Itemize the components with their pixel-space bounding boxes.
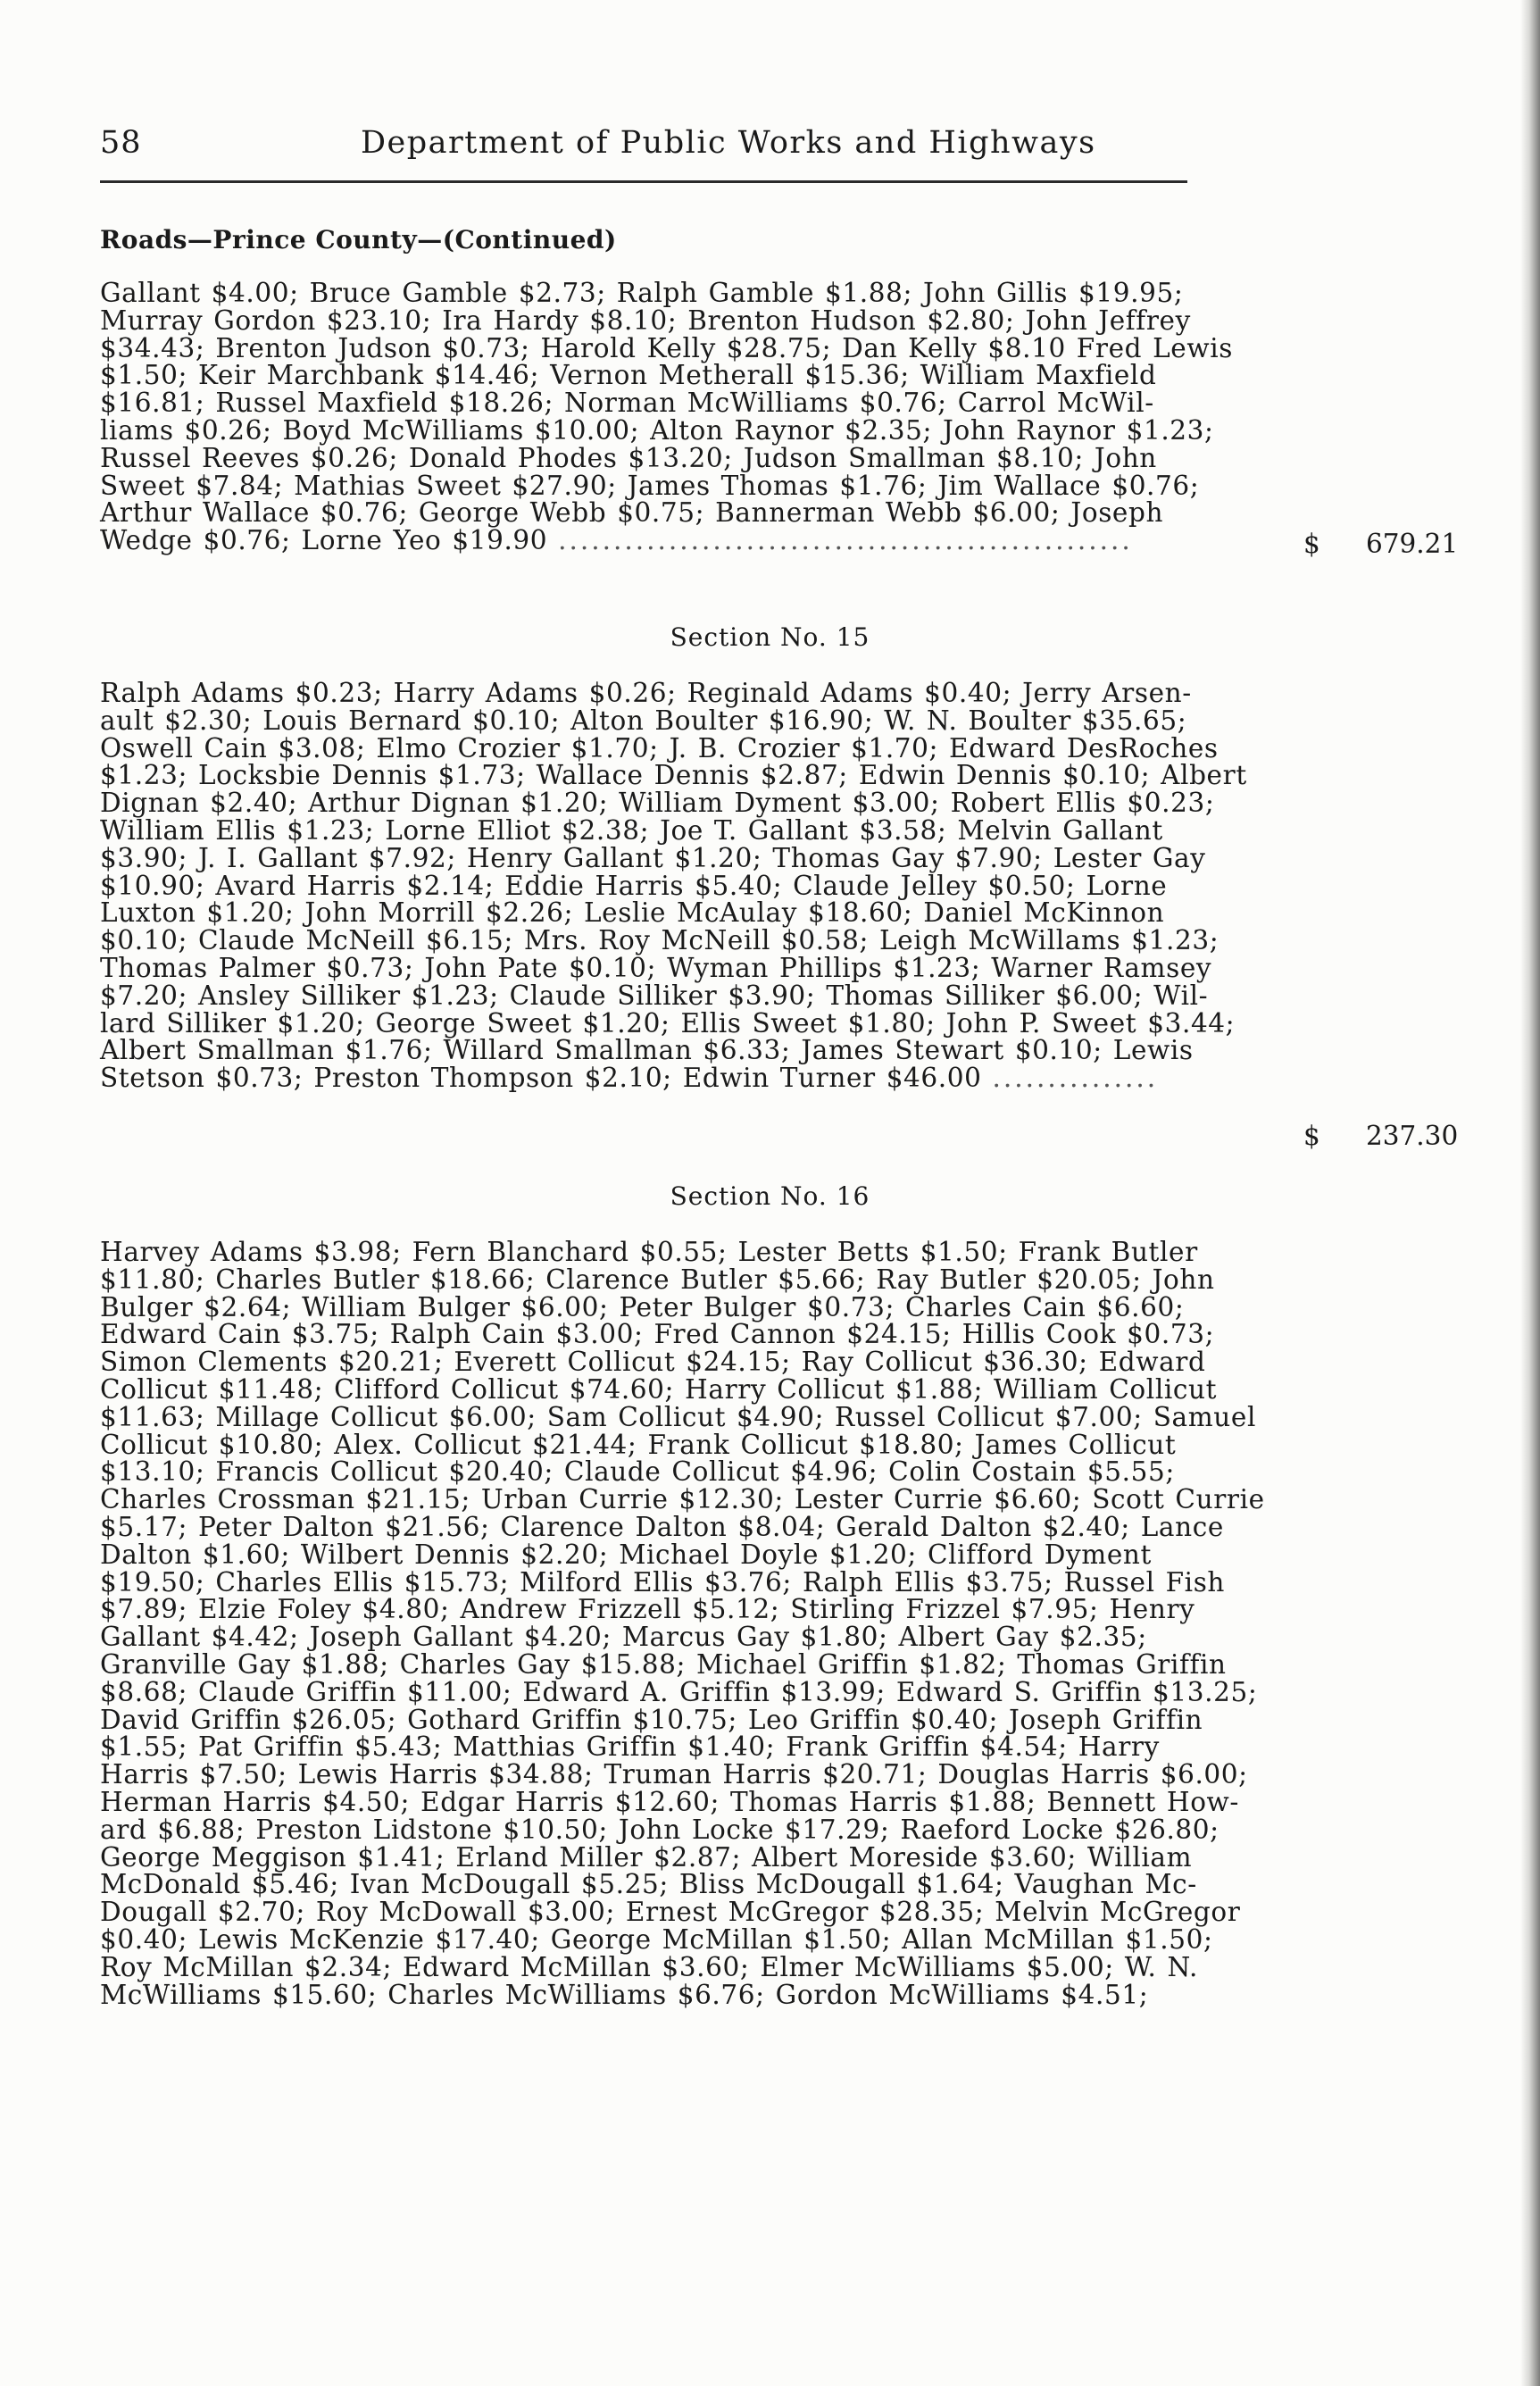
total-currency: $: [1303, 529, 1320, 559]
text-line: $7.89; Elzie Foley $4.80; Andrew Frizzell $5.12; Stirling Frizzel $7.95; Henry: [100, 1594, 1195, 1625]
text-line: Sweet $7.84; Mathias Sweet $27.90; James Thomas $1.76; Jim Wallace $0.76;: [100, 470, 1200, 501]
dot-leaders: ...............: [992, 1063, 1159, 1094]
text-line: $8.68; Claude Griffin $11.00; Edward A. Griffin $13.99; Edward S. Griffin $13.25;: [100, 1676, 1258, 1707]
text-line: $11.80; Charles Butler $18.66; Clarence Butler $5.66; Ray Butler $20.05; John: [100, 1264, 1215, 1295]
text-line: William Ellis $1.23; Lorne Elliot $2.38; Joe T. Gallant $3.58; Melvin Gallant: [100, 814, 1163, 846]
text-line: Thomas Palmer $0.73; John Pate $0.10; Wyman Phillips $1.23; Warner Ramsey: [100, 952, 1212, 983]
text-line: $34.43; Brenton Judson $0.73; Harold Kelly $28.75; Dan Kelly $8.10 Fred Lewis: [100, 332, 1233, 363]
text-line-last: [100, 1064, 1261, 1092]
text-line: $5.17; Peter Dalton $21.56; Clarence Dalton $8.04; Gerald Dalton $2.40; Lance: [100, 1511, 1224, 1542]
text-line: Arthur Wallace $0.76; George Webb $0.75; Bannerman Webb $6.00; Joseph: [100, 497, 1164, 529]
text-line: $1.23; Locksbie Dennis $1.73; Wallace Dennis $2.87; Edwin Dennis $0.10; Albert: [100, 760, 1247, 791]
section-15-title: [0, 622, 1540, 652]
page-number: 58: [100, 125, 142, 161]
total-amount: 237.30: [1366, 1121, 1459, 1151]
text-line: Herman Harris $4.50; Edgar Harris $12.60; Thomas Harris $1.88; Bennett How-: [100, 1786, 1239, 1817]
text-line: Gallant $4.42; Joseph Gallant $4.20; Marcus Gay $1.80; Albert Gay $2.35;: [100, 1622, 1147, 1653]
text-line: $1.50; Keir Marchbank $14.46; Vernon Metherall $15.36; William Maxfield: [100, 360, 1157, 391]
section-16-title: [0, 1181, 1540, 1211]
text-line: Edward Cain $3.75; Ralph Cain $3.00; Fred Cannon $24.15; Hillis Cook $0.73;: [100, 1319, 1215, 1350]
last-entries: Stetson $0.73; Preston Thompson $2.10; Edwin Turner $46.00: [100, 1063, 982, 1094]
text-line: Harvey Adams $3.98; Fern Blanchard $0.55; Lester Betts $1.50; Frank Butler: [100, 1237, 1198, 1267]
section-title-text: Section No. 16: [670, 1181, 870, 1211]
last-entries: Wedge $0.76; Lorne Yeo $19.90: [100, 525, 548, 556]
text-line: ard $6.88; Preston Lidstone $10.50; John Locke $17.29; Raeford Locke $26.80;: [100, 1814, 1220, 1845]
page-header: [100, 125, 1187, 171]
text-line: $16.81; Russel Maxfield $18.26; Norman McWilliams $0.76; Carrol McWil-: [100, 388, 1154, 419]
text-line: $11.63; Millage Collicut $6.00; Sam Collicut $4.90; Russel Collicut $7.00; Samuel: [100, 1401, 1256, 1432]
text-line: Ralph Adams $0.23; Harry Adams $0.26; Reginald Adams $0.40; Jerry Arsen-: [100, 678, 1192, 708]
text-line: $0.40; Lewis McKenzie $17.40; George McMillan $1.50; Allan McMillan $1.50;: [100, 1923, 1213, 1955]
text-line: Dignan $2.40; Arthur Dignan $1.20; William Dyment $3.00; Robert Ellis $0.23;: [100, 788, 1215, 819]
continued-list: [100, 279, 1261, 555]
text-line: Luxton $1.20; John Morrill $2.26; Leslie McAulay $18.60; Daniel McKinnon: [100, 897, 1165, 929]
section-16-list: [100, 1237, 1265, 2010]
header-rule: [100, 180, 1187, 183]
text-line: liams $0.26; Boyd McWilliams $10.00; Alton Raynor $2.35; John Raynor $1.23;: [100, 414, 1214, 446]
section-title-text: Section No. 15: [670, 622, 870, 652]
text-line: ault $2.30; Louis Bernard $0.10; Alton Boulter $16.90; W. N. Boulter $35.65;: [100, 705, 1187, 736]
text-line: Charles Crossman $21.15; Urban Currie $12.30; Lester Currie $6.60; Scott Currie: [100, 1484, 1265, 1515]
text-line: Bulger $2.64; William Bulger $6.00; Peter Bulger $0.73; Charles Cain $6.60;: [100, 1291, 1185, 1322]
text-line: McDonald $5.46; Ivan McDougall $5.25; Bliss McDougall $1.64; Vaughan Mc-: [100, 1869, 1197, 1900]
text-line: Collicut $11.48; Clifford Collicut $74.60; Harry Collicut $1.88; William Collicut: [100, 1373, 1218, 1405]
text-line: $1.55; Pat Griffin $5.43; Matthias Griffin $1.40; Frank Griffin $4.54; Harry: [100, 1731, 1160, 1763]
text-line: $0.10; Claude McNeill $6.15; Mrs. Roy McNeill $0.58; Leigh McWillams $1.23;: [100, 925, 1220, 956]
text-line: Simon Clements $20.21; Everett Collicut $24.15; Ray Collicut $36.30; Edward: [100, 1347, 1206, 1378]
text-line: $3.90; J. I. Gallant $7.92; Henry Gallant $1.20; Thomas Gay $7.90; Lester Gay: [100, 842, 1206, 873]
text-line: Albert Smallman $1.76; Willard Smallman $6.33; James Stewart $0.10; Lewis: [100, 1035, 1194, 1066]
total-amount: 679.21: [1366, 529, 1459, 559]
total-currency: $: [1303, 1121, 1320, 1151]
text-line: Dougall $2.70; Roy McDowall $3.00; Ernest McGregor $28.35; Melvin McGregor: [100, 1897, 1241, 1928]
text-line: Oswell Cain $3.08; Elmo Crozier $1.70; J. B. Crozier $1.70; Edward DesRoches: [100, 732, 1219, 763]
text-line: Dalton $1.60; Wilbert Dennis $2.20; Michael Doyle $1.20; Clifford Dyment: [100, 1539, 1152, 1570]
text-line: Gallant $4.00; Bruce Gamble $2.73; Ralph Gamble $1.88; John Gillis $19.95;: [100, 278, 1184, 308]
text-line: $10.90; Avard Harris $2.14; Eddie Harris $5.40; Claude Jelley $0.50; Lorne: [100, 870, 1168, 901]
dot-leaders: ....................................................: [558, 525, 1133, 556]
text-line: $7.20; Ansley Silliker $1.23; Claude Silliker $3.90; Thomas Silliker $6.00; Wil-: [100, 980, 1209, 1011]
text-line: Murray Gordon $23.10; Ira Hardy $8.10; Brenton Hudson $2.80; John Jeffrey: [100, 305, 1191, 336]
section-15-list: [100, 680, 1261, 1092]
text-line: Russel Reeves $0.26; Donald Phodes $13.20; Judson Smallman $8.10; John: [100, 442, 1157, 473]
text-line: Collicut $10.80; Alex. Collicut $21.44; Frank Collicut $18.80; James Collicut: [100, 1429, 1177, 1460]
text-line: $19.50; Charles Ellis $15.73; Milford Ellis $3.76; Ralph Ellis $3.75; Russel Fish: [100, 1566, 1226, 1598]
block-total: [1303, 529, 1459, 559]
text-line: David Griffin $26.05; Gothard Griffin $10.75; Leo Griffin $0.40; Joseph Griffin: [100, 1704, 1203, 1735]
section-subhead: Roads—Prince County—(Continued): [100, 225, 617, 254]
text-line: McWilliams $15.60; Charles McWilliams $6.76; Gordon McWilliams $4.51;: [100, 1979, 1149, 2010]
running-title: Department of Public Works and Highways: [361, 125, 1096, 161]
section-15-total: [1303, 1121, 1459, 1151]
text-line: Harris $7.50; Lewis Harris $34.88; Truman Harris $20.71; Douglas Harris $6.00;: [100, 1759, 1248, 1790]
text-line: Roy McMillan $2.34; Edward McMillan $3.60; Elmer McWilliams $5.00; W. N.: [100, 1951, 1198, 1982]
text-line: George Meggison $1.41; Erland Miller $2.87; Albert Moreside $3.60; William: [100, 1841, 1193, 1873]
text-line: Granville Gay $1.88; Charles Gay $15.88; Michael Griffin $1.82; Thomas Griffin: [100, 1648, 1227, 1680]
text-line: $13.10; Francis Collicut $20.40; Claude Collicut $4.96; Colin Costain $5.55;: [100, 1456, 1175, 1488]
text-line-last: [100, 527, 1261, 555]
text-line: lard Silliker $1.20; George Sweet $1.20; Ellis Sweet $1.80; John P. Sweet $3.44;: [100, 1007, 1236, 1039]
